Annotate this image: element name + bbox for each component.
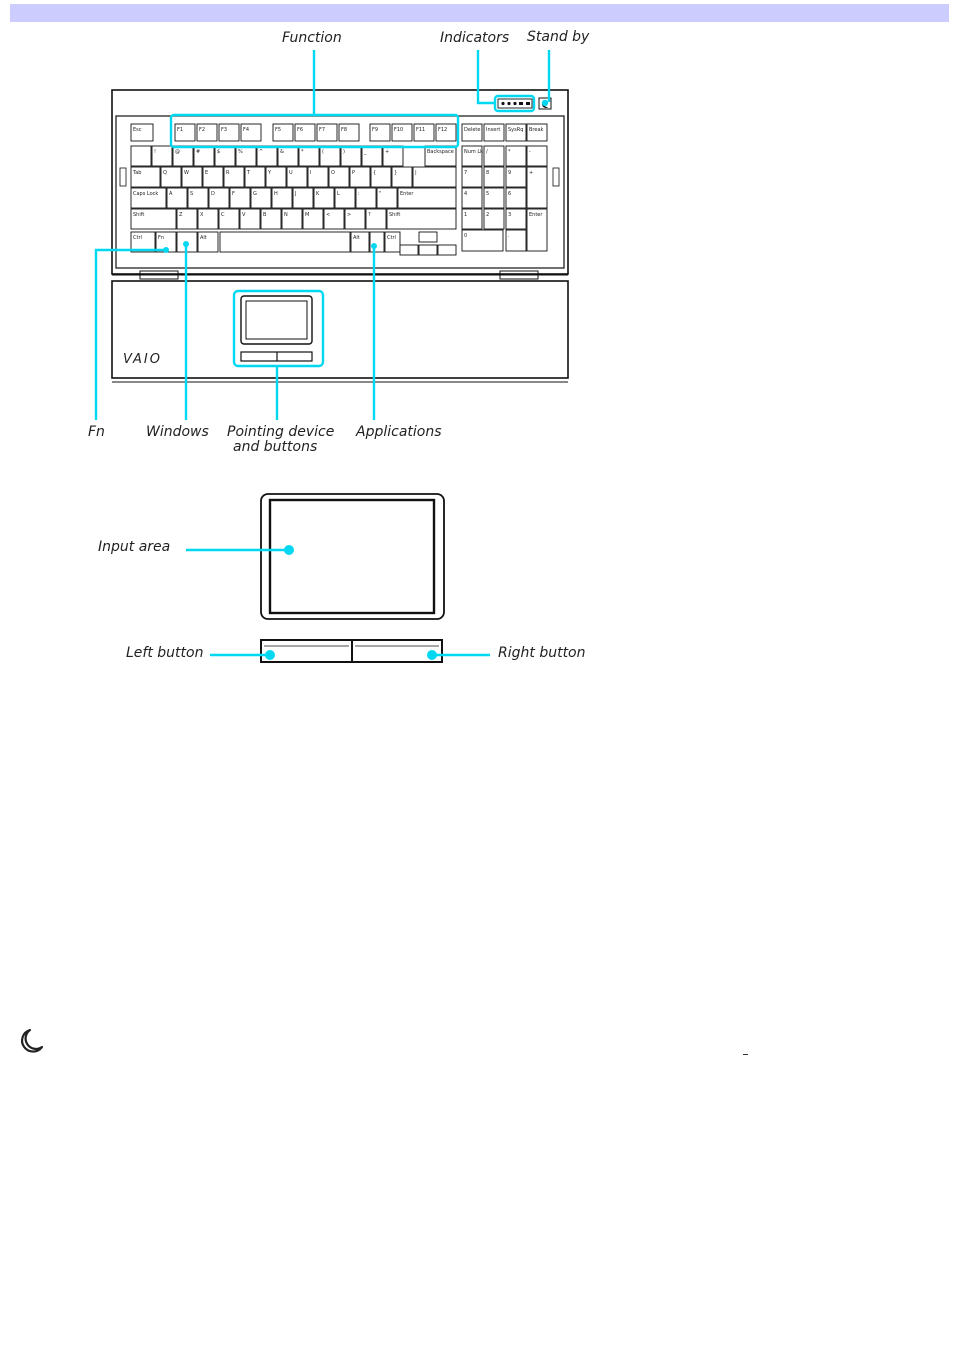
key-label: 7 — [464, 170, 468, 176]
callout-function: Function — [282, 30, 342, 46]
arrow-left-key — [400, 245, 418, 255]
arrow-right-key — [438, 245, 456, 255]
key-label: ? — [368, 212, 371, 218]
key-label: L — [337, 191, 340, 197]
key-label: 5 — [486, 191, 490, 197]
key-label: Ctrl — [133, 235, 142, 241]
key-label: ^ — [259, 149, 264, 155]
key-label: F2 — [199, 127, 206, 133]
palmrest — [112, 281, 568, 378]
key-label: Alt — [353, 235, 360, 241]
key-label: F — [232, 191, 235, 197]
brand-logo: VAIO — [123, 352, 162, 367]
key-label: C — [221, 212, 225, 218]
key-label: Caps Lock — [133, 191, 159, 197]
small-underline-mark — [743, 1054, 748, 1055]
key-label: * — [508, 149, 511, 155]
key-label: # — [196, 149, 201, 155]
key-label: | — [415, 170, 417, 176]
arrow-down-key — [419, 245, 437, 255]
key-label: - — [529, 149, 531, 155]
pointing-highlight — [234, 291, 323, 366]
key-label: F3 — [221, 127, 228, 133]
key-label: V — [242, 212, 246, 218]
key-label: 1 — [464, 212, 468, 218]
space-key — [220, 232, 350, 252]
key-label: 3 — [508, 212, 512, 218]
callout-applications: Applications — [356, 424, 442, 440]
key-label: R — [226, 170, 230, 176]
key-label: 9 — [508, 170, 512, 176]
key-label: " — [379, 191, 382, 197]
key-label: F11 — [416, 127, 426, 133]
key-label: 8 — [486, 170, 490, 176]
key-label: F7 — [319, 127, 326, 133]
key-label: Delete — [464, 127, 481, 133]
key-label: P — [352, 170, 356, 176]
key-label: X — [200, 212, 204, 218]
key-label: * — [301, 149, 304, 155]
key-label: Q — [163, 170, 167, 176]
key-label: Ctrl — [387, 235, 396, 241]
callout-indicators: Indicators — [440, 30, 510, 46]
key-label: K — [316, 191, 320, 197]
callout-fn: Fn — [88, 424, 105, 440]
key-label: U — [289, 170, 293, 176]
key-label: ( — [322, 149, 324, 155]
callout-standby: Stand by — [527, 29, 590, 45]
key-label: O — [331, 170, 335, 176]
key-label: H — [274, 191, 278, 197]
key-label: @ — [175, 149, 180, 155]
grave-key — [131, 146, 151, 166]
touchpad-outer — [261, 494, 444, 619]
key-label: F10 — [394, 127, 404, 133]
key-label: ! — [154, 149, 157, 155]
key-label: % — [238, 149, 243, 155]
key-label: ) — [343, 149, 345, 155]
key-label: / — [486, 149, 488, 155]
key-label: < — [326, 212, 331, 218]
key-label: Tab — [133, 170, 142, 176]
key-label: Alt — [200, 235, 207, 241]
key-label: & — [280, 149, 284, 155]
key-label: _ — [364, 149, 367, 155]
backslash-key — [413, 167, 456, 187]
touchpad-small — [241, 296, 312, 344]
key-label: F8 — [341, 127, 348, 133]
touchpad-input-area — [270, 500, 434, 613]
callout-right-button: Right button — [498, 645, 586, 661]
key-label: Num Lk — [464, 149, 484, 155]
callout-windows: Windows — [146, 424, 209, 440]
callout-input-area: Input area — [98, 539, 171, 555]
key-label: F12 — [438, 127, 448, 133]
key-label: $ — [217, 149, 221, 155]
numpad-zero-key — [462, 230, 503, 251]
key-label: A — [169, 191, 173, 197]
key-label: : — [358, 191, 360, 197]
key-label: + — [529, 170, 534, 176]
key-label: Insert — [486, 127, 501, 133]
key-label: > — [347, 212, 352, 218]
key-label: J — [295, 191, 297, 197]
key-label: Backspace — [427, 149, 454, 155]
arrow-up-key — [419, 232, 437, 242]
left-button-shape — [261, 640, 352, 662]
right-button-shape — [352, 640, 442, 662]
key-label: SysRq — [508, 127, 524, 133]
key-label: T — [247, 170, 251, 176]
key-label: Shift — [133, 212, 145, 218]
key-label: E — [205, 170, 209, 176]
key-label: F6 — [297, 127, 304, 133]
callout-pointing-line1: Pointing device — [227, 424, 335, 440]
callout-left-button: Left button — [126, 645, 204, 661]
key-label: M — [305, 212, 310, 218]
callout-pointing-line2: and buttons — [233, 439, 318, 455]
key-label: S — [190, 191, 194, 197]
key-label: W — [184, 170, 189, 176]
key-label: B — [263, 212, 267, 218]
key-label: Z — [179, 212, 183, 218]
key-label: I — [310, 170, 312, 176]
key-label: Shift — [389, 212, 401, 218]
key-label: Y — [268, 170, 272, 176]
key-label: Enter — [400, 191, 414, 197]
key-label: N — [284, 212, 288, 218]
key-label: Esc — [133, 127, 142, 133]
key-label: Fn — [158, 235, 165, 241]
key-label: 6 — [508, 191, 512, 197]
key-label: Break — [529, 127, 544, 133]
applications-key — [370, 232, 384, 252]
key-label: } — [394, 170, 398, 176]
key-label: 4 — [464, 191, 468, 197]
key-label: F4 — [243, 127, 250, 133]
key-label: F1 — [177, 127, 184, 133]
key-label: 0 — [464, 233, 468, 239]
key-label: G — [253, 191, 257, 197]
key-label: D — [211, 191, 215, 197]
key-label: { — [373, 170, 377, 176]
key-label: + — [385, 149, 390, 155]
key-label: 2 — [486, 212, 490, 218]
key-label: F9 — [372, 127, 379, 133]
key-label: F5 — [275, 127, 282, 133]
key-label: Enter — [529, 212, 543, 218]
key-label: . — [508, 233, 510, 239]
crescent-moon-icon — [16, 1026, 46, 1056]
